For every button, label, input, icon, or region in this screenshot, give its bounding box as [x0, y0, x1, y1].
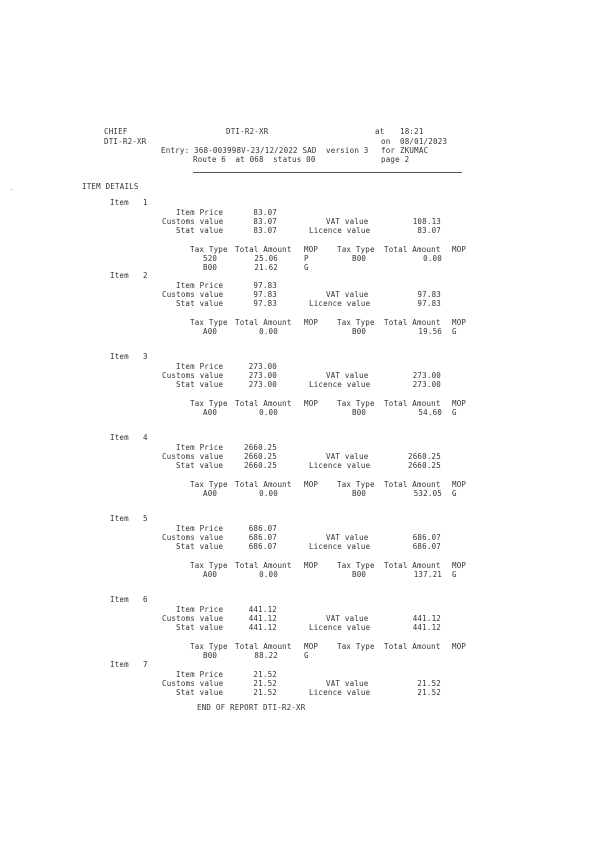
tax-amount-cell: 88.22 [254, 651, 278, 660]
stat-value: 83.07 [253, 226, 277, 235]
report-code: DTI-R2-XR [226, 127, 269, 136]
total-amount-header: Total Amount [235, 561, 292, 570]
customs-value: 273.00 [248, 371, 277, 380]
tax-type-header-2: Tax Type [337, 642, 375, 651]
vat-value: 273.00 [412, 371, 441, 380]
mop-header-2: MOP [452, 245, 467, 254]
customs-value-label: Customs value [162, 217, 224, 226]
licence-value: 2660.25 [407, 461, 441, 470]
total-amount-header-2: Total Amount [384, 642, 441, 651]
total-amount-header-2: Total Amount [384, 318, 441, 327]
item-label: Item [110, 271, 129, 280]
licence-value: 83.07 [417, 226, 441, 235]
tax-amount-cell: 0.00 [259, 408, 278, 417]
stat-value-label: Stat value [176, 688, 224, 697]
tax-type-cell: A00 [203, 570, 218, 579]
item-price-value: 2660.25 [243, 443, 277, 452]
tax-amount-cell-2: 19.56 [418, 327, 442, 336]
vat-value-label: VAT value [326, 371, 369, 380]
customs-value: 686.07 [248, 533, 277, 542]
licence-value: 21.52 [417, 688, 441, 697]
stat-value: 686.07 [248, 542, 277, 551]
customs-value-label: Customs value [162, 452, 224, 461]
customs-value-label: Customs value [162, 679, 224, 688]
total-amount-header: Total Amount [235, 318, 292, 327]
item-price-label: Item Price [176, 670, 224, 679]
tax-type-header-2: Tax Type [337, 561, 375, 570]
item-number: 5 [143, 514, 148, 523]
header-rule [193, 172, 462, 173]
tax-type-header-2: Tax Type [337, 245, 375, 254]
tax-amount-cell: 0.00 [259, 489, 278, 498]
stat-value: 2660.25 [243, 461, 277, 470]
tax-type-cell-2: B00 [352, 327, 367, 336]
item-price-value: 21.52 [253, 670, 277, 679]
mop-header-2: MOP [452, 480, 467, 489]
vat-value: 441.12 [412, 614, 441, 623]
item-price-label: Item Price [176, 208, 224, 217]
licence-value: 97.83 [417, 299, 441, 308]
customs-value: 21.52 [253, 679, 277, 688]
tax-mop-cell-2: G [452, 570, 457, 579]
vat-value: 108.13 [412, 217, 441, 226]
customs-value: 441.12 [248, 614, 277, 623]
mop-header-2: MOP [452, 642, 467, 651]
tax-amount-cell: 0.00 [259, 327, 278, 336]
stat-value-label: Stat value [176, 623, 224, 632]
customs-value-label: Customs value [162, 533, 224, 542]
customs-value-label: Customs value [162, 371, 224, 380]
tax-amount-cell-2: 0.00 [423, 254, 442, 263]
item-number: 3 [143, 352, 148, 361]
report-time: 18:21 [400, 127, 424, 136]
item-label: Item [110, 433, 129, 442]
tax-amount-cell: 25.06 [254, 254, 278, 263]
vat-value: 686.07 [412, 533, 441, 542]
licence-value-label: Licence value [309, 226, 371, 235]
end-of-report: END OF REPORT DTI-R2-XR [197, 703, 306, 712]
tax-type-header: Tax Type [190, 561, 228, 570]
item-label: Item [110, 595, 129, 604]
customs-value: 97.83 [253, 290, 277, 299]
stat-value-label: Stat value [176, 542, 224, 551]
vat-value-label: VAT value [326, 290, 369, 299]
tax-amount-cell-2: 532.05 [413, 489, 442, 498]
tax-type-header: Tax Type [190, 245, 228, 254]
item-price-value: 273.00 [248, 362, 277, 371]
user-id: ZKUMAC [400, 146, 429, 155]
vat-value-label: VAT value [326, 614, 369, 623]
mop-header-2: MOP [452, 561, 467, 570]
total-amount-header-2: Total Amount [384, 480, 441, 489]
vat-value: 97.83 [417, 290, 441, 299]
tax-amount-cell: 0.00 [259, 570, 278, 579]
licence-value: 273.00 [412, 380, 441, 389]
item-price-value: 97.83 [253, 281, 277, 290]
for-label: for [381, 146, 396, 155]
tax-type-cell: B00 [203, 263, 218, 272]
org-name: CHIEF [104, 127, 128, 136]
mop-header: MOP [304, 480, 319, 489]
vat-value-label: VAT value [326, 533, 369, 542]
licence-value-label: Licence value [309, 623, 371, 632]
tax-type-header-2: Tax Type [337, 318, 375, 327]
scan-speck [11, 189, 12, 190]
tax-type-cell-2: B00 [352, 570, 367, 579]
total-amount-header: Total Amount [235, 642, 292, 651]
item-label: Item [110, 352, 129, 361]
licence-value-label: Licence value [309, 688, 371, 697]
tax-mop-cell-2: G [452, 327, 457, 336]
item-price-label: Item Price [176, 524, 224, 533]
tax-type-header-2: Tax Type [337, 399, 375, 408]
item-label: Item [110, 198, 129, 207]
customs-value-label: Customs value [162, 290, 224, 299]
mop-header: MOP [304, 318, 319, 327]
on-label: on [381, 137, 391, 146]
tax-amount-cell-2: 137.21 [413, 570, 442, 579]
vat-value-label: VAT value [326, 679, 369, 688]
tax-mop-cell: G [304, 651, 309, 660]
total-amount-header: Total Amount [235, 245, 292, 254]
tax-type-header-2: Tax Type [337, 480, 375, 489]
mop-header: MOP [304, 399, 319, 408]
licence-value-label: Licence value [309, 542, 371, 551]
customs-value-label: Customs value [162, 614, 224, 623]
tax-type-cell-2: B00 [352, 254, 367, 263]
stat-value: 273.00 [248, 380, 277, 389]
mop-header-2: MOP [452, 399, 467, 408]
total-amount-header-2: Total Amount [384, 399, 441, 408]
tax-type-header: Tax Type [190, 480, 228, 489]
customs-value: 83.07 [253, 217, 277, 226]
stat-value-label: Stat value [176, 299, 224, 308]
page-number: page 2 [381, 155, 410, 164]
item-price-label: Item Price [176, 605, 224, 614]
tax-type-cell: A00 [203, 489, 218, 498]
tax-type-cell: A00 [203, 327, 218, 336]
stat-value: 97.83 [253, 299, 277, 308]
item-number: 2 [143, 271, 148, 280]
licence-value-label: Licence value [309, 299, 371, 308]
total-amount-header-2: Total Amount [384, 561, 441, 570]
tax-type-header: Tax Type [190, 318, 228, 327]
licence-value-label: Licence value [309, 380, 371, 389]
total-amount-header: Total Amount [235, 399, 292, 408]
tax-type-header: Tax Type [190, 642, 228, 651]
tax-mop-cell: P [304, 254, 309, 263]
tax-type-cell: 520 [203, 254, 218, 263]
tax-mop-cell-2: G [452, 489, 457, 498]
mop-header: MOP [304, 245, 319, 254]
stat-value-label: Stat value [176, 461, 224, 470]
vat-value-label: VAT value [326, 452, 369, 461]
tax-mop-cell: G [304, 263, 309, 272]
vat-value-label: VAT value [326, 217, 369, 226]
licence-value: 686.07 [412, 542, 441, 551]
stat-value: 441.12 [248, 623, 277, 632]
item-label: Item [110, 660, 129, 669]
mop-header: MOP [304, 642, 319, 651]
tax-type-cell: B00 [203, 651, 218, 660]
item-price-label: Item Price [176, 281, 224, 290]
section-title: ITEM DETAILS [82, 182, 139, 191]
item-number: 7 [143, 660, 148, 669]
tax-type-cell-2: B00 [352, 489, 367, 498]
at-label: at [375, 127, 385, 136]
item-price-value: 686.07 [248, 524, 277, 533]
item-price-label: Item Price [176, 443, 224, 452]
item-number: 4 [143, 433, 148, 442]
route-line: Route 6 at 068 status 00 [193, 155, 316, 164]
stat-value: 21.52 [253, 688, 277, 697]
item-label: Item [110, 514, 129, 523]
item-price-value: 441.12 [248, 605, 277, 614]
code-left: DTI-R2-XR [104, 137, 147, 146]
entry-line: Entry: 368-003998V-23/12/2022 SAD version 3 [161, 146, 369, 155]
report-date: 08/01/2023 [400, 137, 448, 146]
total-amount-header: Total Amount [235, 480, 292, 489]
vat-value: 21.52 [417, 679, 441, 688]
item-price-value: 83.07 [253, 208, 277, 217]
item-number: 6 [143, 595, 148, 604]
item-price-label: Item Price [176, 362, 224, 371]
customs-value: 2660.25 [243, 452, 277, 461]
vat-value: 2660.25 [407, 452, 441, 461]
tax-type-cell: A00 [203, 408, 218, 417]
licence-value-label: Licence value [309, 461, 371, 470]
total-amount-header-2: Total Amount [384, 245, 441, 254]
tax-type-header: Tax Type [190, 399, 228, 408]
tax-amount-cell: 21.62 [254, 263, 278, 272]
tax-mop-cell-2: G [452, 408, 457, 417]
mop-header: MOP [304, 561, 319, 570]
item-number: 1 [143, 198, 148, 207]
mop-header-2: MOP [452, 318, 467, 327]
licence-value: 441.12 [412, 623, 441, 632]
tax-amount-cell-2: 54.60 [418, 408, 442, 417]
tax-type-cell-2: B00 [352, 408, 367, 417]
stat-value-label: Stat value [176, 226, 224, 235]
stat-value-label: Stat value [176, 380, 224, 389]
